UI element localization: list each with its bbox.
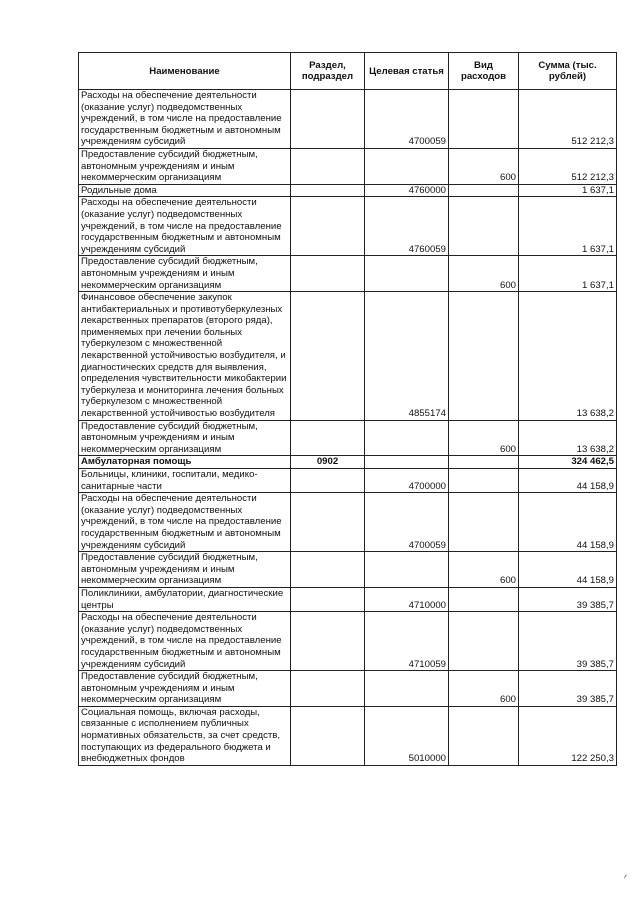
row-sum: 122 250,3 (519, 706, 617, 765)
row-section (291, 148, 365, 184)
row-name: Предоставление субсидий бюджетным, автономным учреждениям и иным некоммерческим организациям (79, 420, 291, 456)
row-article: 4700000 (365, 469, 449, 493)
row-kind: 600 (449, 148, 519, 184)
row-article: 4710059 (365, 612, 449, 671)
row-name: Поликлиники, амбулатории, диагностические центры (79, 587, 291, 611)
row-sum: 44 158,9 (519, 552, 617, 588)
table-row (79, 292, 617, 421)
row-name: Расходы на обеспечение деятельности (оказание услуг) подведомственных учреждений, в том числе на предоставление государственным бюджетным и автономным учреждениям субсидий (79, 612, 291, 671)
table-row (79, 90, 617, 149)
row-section (291, 197, 365, 256)
header-sum: Сумма (тыс. рублей) (519, 53, 617, 90)
row-kind (449, 90, 519, 149)
row-article: 4855174 (365, 292, 449, 421)
row-name: Предоставление субсидий бюджетным, автономным учреждениям и иным некоммерческим организациям (79, 256, 291, 292)
row-kind (449, 587, 519, 611)
row-sum: 13 638,2 (519, 420, 617, 456)
row-article: 4710000 (365, 587, 449, 611)
table-row (79, 469, 617, 493)
table-row (79, 420, 617, 456)
table-row (79, 552, 617, 588)
row-section (291, 90, 365, 149)
row-kind (449, 184, 519, 197)
row-sum: 1 637,1 (519, 197, 617, 256)
row-sum: 39 385,7 (519, 612, 617, 671)
row-name: Расходы на обеспечение деятельности (оказание услуг) подведомственных учреждений, в том числе на предоставление государственным бюджетным и автономным учреждениям субсидий (79, 493, 291, 552)
row-section (291, 469, 365, 493)
table-row (79, 184, 617, 197)
row-sum: 1 637,1 (519, 184, 617, 197)
row-name: Предоставление субсидий бюджетным, автономным учреждениям и иным некоммерческим организациям (79, 148, 291, 184)
table-row (79, 148, 617, 184)
row-article (365, 552, 449, 588)
row-section (291, 706, 365, 765)
row-article: 4760059 (365, 197, 449, 256)
row-sum: 39 385,7 (519, 671, 617, 707)
table-header-row (79, 53, 617, 90)
table-row (79, 197, 617, 256)
row-article (365, 256, 449, 292)
row-kind (449, 292, 519, 421)
row-section (291, 256, 365, 292)
row-kind (449, 469, 519, 493)
table-row (79, 587, 617, 611)
row-kind: 600 (449, 420, 519, 456)
row-section (291, 671, 365, 707)
row-name: Расходы на обеспечение деятельности (оказание услуг) подведомственных учреждений, в том числе на предоставление государственным бюджетным и автономным учреждениям субсидий (79, 90, 291, 149)
header-kind: Вид расходов (449, 53, 519, 90)
row-kind (449, 706, 519, 765)
table-row (79, 612, 617, 671)
row-sum: 44 158,9 (519, 493, 617, 552)
row-article (365, 456, 449, 469)
row-name: Финансовое обеспечение закупок антибактериальных и противотуберкулезных лекарственных препаратов (второго ряда), применяемых при лечении больных туберкулезом с множественной лекарственной устойчивостью возбудителя, и диагностических средств для выявления, определения чувствительности микобактерии туберкулеза и мониторинга лечения больных туберкулезом с множественной лекарственной устойчивостью возбудителя (79, 292, 291, 421)
row-name: Родильные дома (79, 184, 291, 197)
table-row (79, 671, 617, 707)
table-body (79, 90, 617, 766)
row-name: Предоставление субсидий бюджетным, автономным учреждениям и иным некоммерческим организациям (79, 671, 291, 707)
row-section (291, 184, 365, 197)
row-article (365, 420, 449, 456)
row-article (365, 148, 449, 184)
row-kind (449, 456, 519, 469)
row-sum: 512 212,3 (519, 90, 617, 149)
row-kind (449, 493, 519, 552)
row-kind: 600 (449, 256, 519, 292)
row-name: Расходы на обеспечение деятельности (оказание услуг) подведомственных учреждений, в том числе на предоставление государственным бюджетным и автономным учреждениям субсидий (79, 197, 291, 256)
row-article (365, 671, 449, 707)
header-section: Раздел, подраздел (291, 53, 365, 90)
row-section (291, 420, 365, 456)
table-row (79, 493, 617, 552)
row-name: Амбулаторная помощь (79, 456, 291, 469)
row-sum: 44 158,9 (519, 469, 617, 493)
row-kind (449, 197, 519, 256)
row-sum: 324 462,5 (519, 456, 617, 469)
row-sum: 13 638,2 (519, 292, 617, 421)
table-row (79, 706, 617, 765)
row-name: Социальная помощь, включая расходы, связанные с исполнением публичных нормативных обязательств, за счет средств, поступающих из федерального бюджета и внебюджетных фондов (79, 706, 291, 765)
table-row (79, 256, 617, 292)
row-kind: 600 (449, 552, 519, 588)
row-article: 4700059 (365, 90, 449, 149)
header-article: Целевая статья (365, 53, 449, 90)
row-article: 4760000 (365, 184, 449, 197)
budget-table (78, 52, 617, 766)
row-kind: 600 (449, 671, 519, 707)
row-section (291, 292, 365, 421)
row-name: Предоставление субсидий бюджетным, автономным учреждениям и иным некоммерческим организациям (79, 552, 291, 588)
row-section (291, 493, 365, 552)
row-kind (449, 612, 519, 671)
row-section (291, 612, 365, 671)
header-name: Наименование (79, 53, 291, 90)
row-article: 5010000 (365, 706, 449, 765)
row-section: 0902 (291, 456, 365, 469)
row-article: 4700059 (365, 493, 449, 552)
row-sum: 512 212,3 (519, 148, 617, 184)
corner-scan-mark: ᐟ (623, 873, 629, 885)
row-name: Больницы, клиники, госпитали, медико-санитарные части (79, 469, 291, 493)
table-row (79, 456, 617, 469)
row-section (291, 587, 365, 611)
row-sum: 39 385,7 (519, 587, 617, 611)
row-sum: 1 637,1 (519, 256, 617, 292)
row-section (291, 552, 365, 588)
